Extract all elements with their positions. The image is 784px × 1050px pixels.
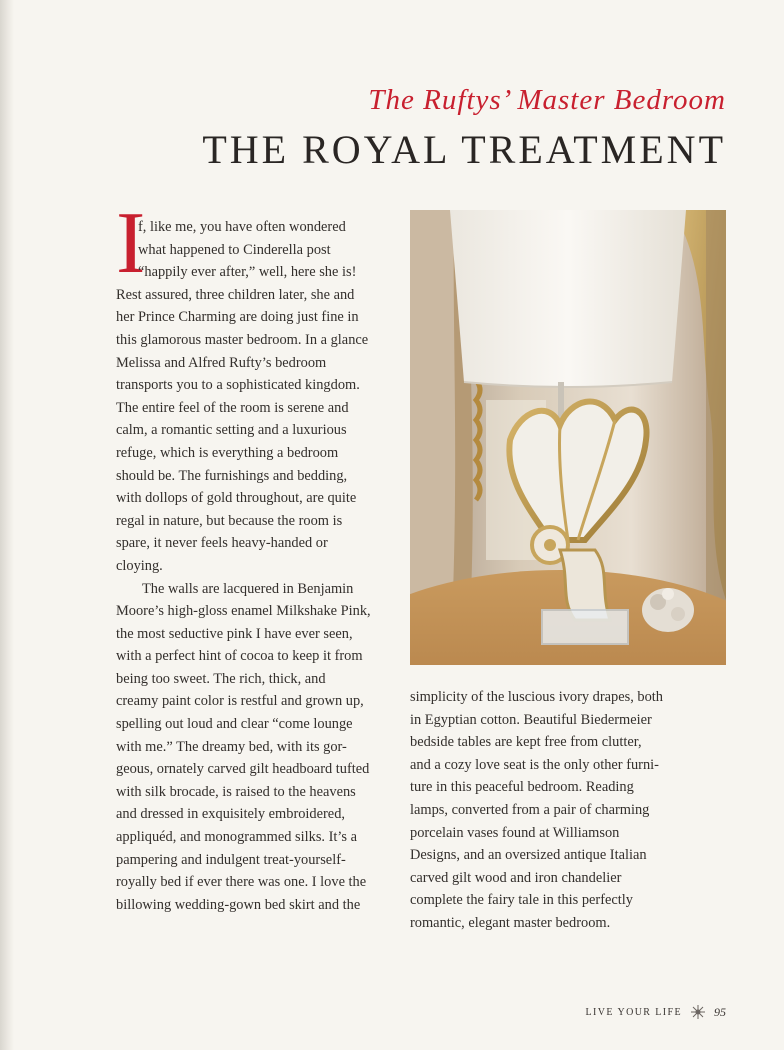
drop-cap: I [116, 195, 146, 292]
text-line: her Prince Charming are doing just fine in [116, 309, 359, 326]
snowflake-ornament-icon [690, 1004, 706, 1020]
text-line: refuge, which is everything a bedroom [116, 444, 339, 461]
text-line: royally bed if ever there was one. I love the [116, 874, 367, 891]
text-line: lamps, converted from a pair of charming [410, 801, 650, 818]
text-line: porcelain vases found at Williamson [410, 824, 620, 841]
text-line: f, like me, you have often wondered [138, 219, 346, 235]
text-line: transports you to a sophisticated kingdom. [116, 377, 360, 394]
text-line: with me.” The dreamy bed, with its gor- [116, 738, 347, 755]
text-line: with a perfect hint of cocoa to keep it from [116, 648, 363, 665]
text-line: regal in nature, but because the room is [116, 512, 343, 529]
left-text-column [116, 216, 388, 916]
text-line: spelling out loud and clear “come lounge [116, 716, 353, 733]
text-line: and a cozy love seat is the only other furni- [410, 756, 659, 773]
text-line: this glamorous master bedroom. In a glance [116, 331, 369, 348]
text-line: calm, a romantic setting and a luxurious [116, 422, 347, 439]
text-line: carved gilt wood and iron chandelier [410, 869, 622, 886]
text-line: simplicity of the luscious ivory drapes, both [410, 689, 664, 705]
text-line: being too sweet. The rich, thick, and [116, 670, 326, 687]
page-footer [586, 1004, 726, 1020]
text-line: The walls are lacquered in Benjamin [142, 580, 354, 597]
text-line: ture in this peaceful bedroom. Reading [410, 779, 634, 796]
text-line: romantic, elegant master bedroom. [410, 914, 611, 931]
text-line: creamy paint color is restful and grown up, [116, 693, 364, 710]
text-line: with silk brocade, is raised to the heavens [116, 783, 356, 800]
text-line: and dressed in exquisitely embroidered, [116, 806, 345, 823]
text-line: spare, it never feels heavy-handed or [116, 535, 328, 552]
page-number: 95 [714, 1004, 726, 1019]
text-line: bedside tables are kept free from clutter, [410, 734, 642, 751]
text-line: appliquéd, and monogrammed silks. It’s a [116, 829, 358, 846]
footer-section-label: LIVE YOUR LIFE [585, 1006, 682, 1018]
text-line: the most seductive pink I have ever seen, [116, 625, 353, 642]
page-gutter-shadow [0, 0, 14, 1050]
right-text-column [410, 686, 730, 935]
article-headline: THE ROYAL TREATMENT [202, 127, 726, 172]
text-line: “happily ever after,” well, here she is! [138, 264, 357, 281]
text-line: billowing wedding-gown bed skirt and the [116, 896, 361, 913]
text-line: The entire feel of the room is serene and [116, 399, 349, 416]
text-line: geous, ornately carved gilt headboard tufted [116, 761, 370, 778]
lamp-photo [410, 210, 726, 665]
text-line: in Egyptian cotton. Beautiful Biedermeier [410, 711, 652, 728]
text-line: cloying. [116, 557, 163, 574]
text-line: Rest assured, three children later, she and [116, 286, 355, 303]
text-line: what happened to Cinderella post [138, 241, 331, 258]
text-line: complete the fairy tale in this perfectly [410, 892, 633, 909]
lamp-illustration [410, 210, 726, 665]
text-line: Moore’s high-gloss enamel Milkshake Pink, [116, 603, 371, 620]
text-line: should be. The furnishings and bedding, [116, 467, 348, 484]
text-line: pampering and indulgent treat-yourself- [116, 851, 346, 868]
text-line: with dollops of gold throughout, are quite [116, 490, 357, 507]
text-line: Melissa and Alfred Rufty’s bedroom [116, 354, 327, 371]
article-kicker: The Ruftys’ Master Bedroom [368, 84, 726, 116]
text-line: Designs, and an oversized antique Italian [410, 847, 647, 864]
